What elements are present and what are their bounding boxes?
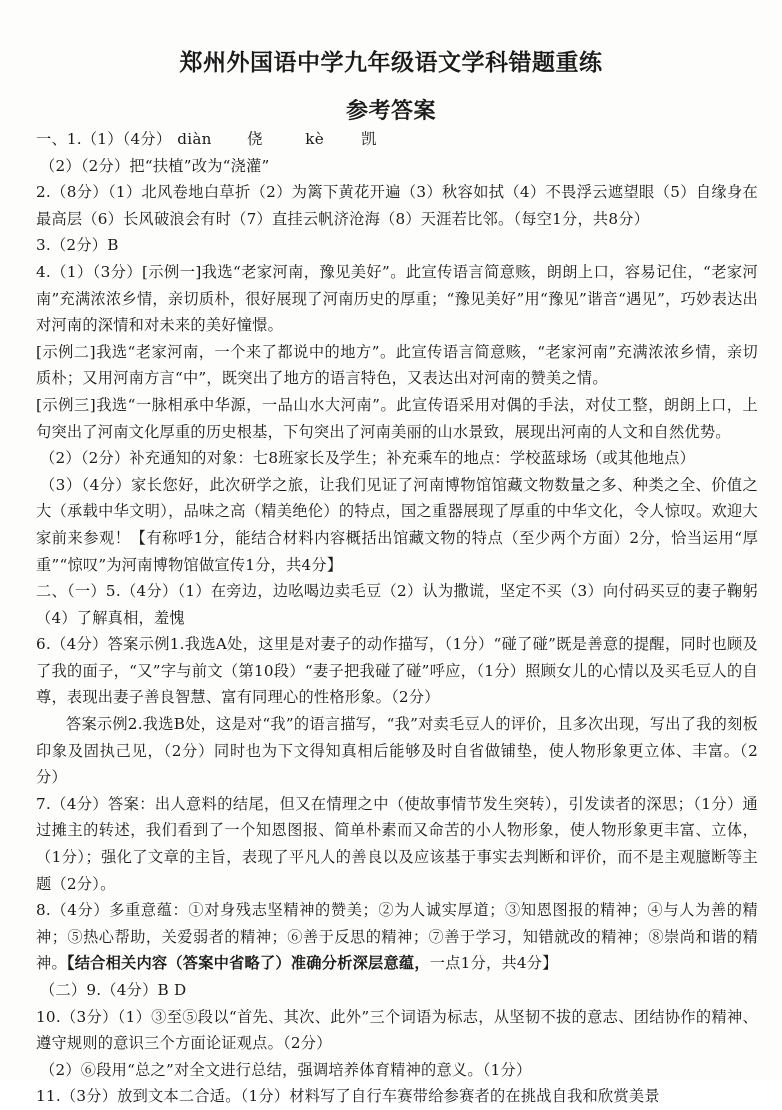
- pinyin-ke: kè: [305, 130, 324, 148]
- answer-4-3-text: （3）（4分）家长您好，此次研学之旅，让我们见证了河南博物馆馆藏文物数量之多、种类之全、价值之大（承载中华文明），品味之高（精美绝伦）的特点，国之重器展现了厚重的中华文化，令人惊叹。欢迎大家前来参观！: [36, 475, 758, 547]
- answer-8-text: 8.（4分）多重意蕴：①对身残志坚精神的赞美；②为人诚实厚道；③知恩图报的精神；④与人为善的精神；⑤热心帮助，关爱弱者的精神；⑥善于反思的精神；⑦善于学习，知错就改的精神；⑧崇尚和谐的精神。: [36, 901, 758, 973]
- answer-2: 2.（8分）（1）北风卷地白草折（2）为篱下黄花开遍（3）秋容如拭（4）不畏浮云遮望眼（5）自缘身在最高层（6）长风破浪会有时（7）直挂云帆济沧海（8）天涯若比邻。（每空1分，共8分）: [36, 183, 758, 228]
- page-title: 郑州外国语中学九年级语文学科错题重练: [179, 50, 603, 76]
- pinyin-dian: diàn: [177, 130, 212, 148]
- answer-1-2: （2）（2分）把“扶植”改为“浇灌”: [40, 156, 270, 175]
- answer-4-example-1: 4.（1）（3分）[示例一]我选“老家河南，豫见美好”。此宣传语言简意赅，朗朗上口，容易记住，“老家河南”充满浓浓乡情，亲切质朴，很好展现了河南历史的厚重；“豫见美好”用“豫见”谐音“遇见”，巧妙表达出对河南的深情和对未来的美好憧憬。: [36, 262, 758, 335]
- answer-8-scoring: 一点1分，共4分】: [429, 954, 558, 973]
- answer-6-example-2: 答案示例2.我选B处，这是对“我”的语言描写，“我”对卖毛豆人的评价，且多次出现，写出了我的刻板印象及固执己见，（2分）同时也为下文得知真相后能够及时自省做铺垫，使人物形象更立体、丰富。（2分）: [36, 715, 758, 787]
- answer-5: 二、（一）5.（4分）（1）在旁边，边吆喝边卖毛豆（2）认为撒谎，坚定不买（3）向付码买豆的妻子鞠躬（4）了解真相，羞愧: [36, 582, 758, 627]
- answer-3: 3.（2分）B: [36, 236, 119, 255]
- page-subtitle: 参考答案: [345, 99, 436, 124]
- answer-10-1: 10.（3分）（1）③至⑤段以“首先、其次、此外”三个词语为标志，从坚韧不拔的意志、团结协作的精神、遵守规则的意识三个方面论证观点。（2分）: [36, 1007, 758, 1053]
- answer-4-3-scoring: 【有称呼1分，能结合材料内容概括出馆藏文物的特点（至少两个方面）2分，恰当运用“厚重”“惊叹”为河南博物馆做宣传1分，共4分】: [36, 528, 759, 574]
- answer-1-1-label: 一、1.（1）（4分）: [36, 130, 172, 148]
- answer-1-1: [36, 126, 758, 153]
- answer-4-example-3: [示例三]我选“一脉相承中华源，一品山水大河南”。此宣传语采用对偶的手法，对仗工整，朗朗上口，上句突出了河南文化厚重的历史根基，下句突出了河南美丽的山水景致，展现出河南的人文和自然优势。: [36, 395, 758, 441]
- answer-7: 7.（4分）答案：出人意料的结尾，但又在情理之中（使故事情节发生突转），引发读者的深思；（1分）通过摊主的转述，我们看到了一个知恩图报、简单朴素而又命苦的小人物形象，使人物形象更丰富、立体，（1分）；强化了文章的主旨，表现了平凡人的善良以及应该基于事实去判断和评价，而不是主观臆断等主题（2分）。: [36, 794, 758, 893]
- answer-4-example-2: [示例二]我选“老家河南，一个来了都说中的地方”。此宣传语言简意赅，“老家河南”充满浓浓乡情，亲切质朴；又用河南方言“中”，既突出了地方的语言特色，又表达出对河南的赞美之情。: [36, 342, 758, 388]
- answer-10-2: （2）⑥段用“总之”对全文进行总结，强调培养体育精神的意义。（1分）: [40, 1060, 532, 1079]
- answer-11: 11.（3分）放到文本二合适。（1分）材料写了自行车赛带给参赛者的在挑战自我和欣赏美景: [36, 1087, 660, 1106]
- char-jiao: 侥: [247, 130, 263, 148]
- answer-content: [36, 126, 758, 1110]
- answer-4-2: （2）（2分）补充通知的对象：七8班家长及学生；补充乘车的地点：学校蓝球场（或其他地点）: [40, 449, 696, 468]
- answer-8: [36, 897, 758, 977]
- answer-6-example-1: 6.（4分）答案示例1.我选A处，这里是对妻子的动作描写，（1分）“碰了碰”既是善意的提醒，同时也顾及了我的面子，“又”字与前文（第10段）“妻子把我碰了碰”呼应，（1分）照顾女儿的心情以及买毛豆人的自尊，表现出妻子善良智慧、富有同理心的性格形象。（2分）: [36, 635, 758, 707]
- answer-8-scoring-bold: 【结合相关内容（答案中省略了）准确分析深层意蕴，: [66, 954, 430, 973]
- char-kai: 凯: [361, 130, 377, 148]
- answer-9: （二）9.（4分）B D: [40, 981, 187, 999]
- answer-4-3: [36, 472, 758, 578]
